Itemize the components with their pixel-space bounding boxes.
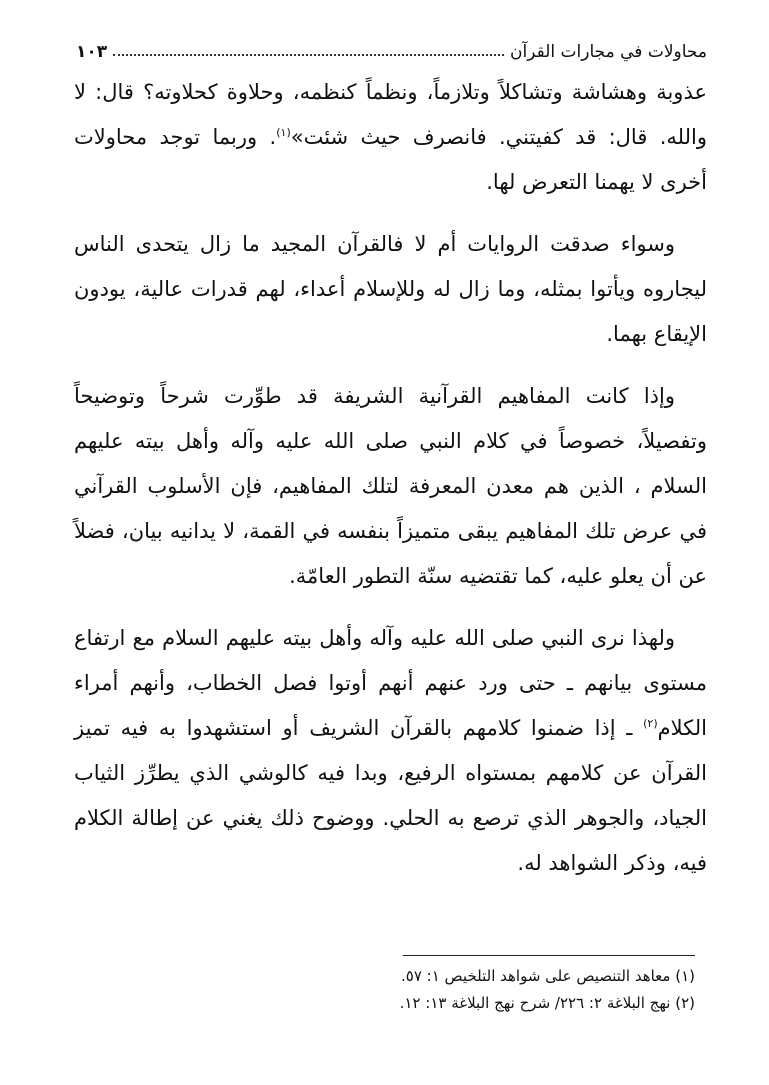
paragraph-3-text: وإذا كانت المفاهيم القرآنية الشريفة قد طوِّرت شرحاً وتوضيحاً وتفصيلاً، خصوصاً في كلام النبي صلى الله عليه وآله وأهل بيته عليهم السلام ، الذين هم معدن المعرفة لتلك المفاهيم، فإن الأسلوب القرآني في عرض تلك المفاهيم يبقى متميزاً بنفسه في القمة، لا يدانيه بيان، فضلاً عن أن يعلو عليه، كما تقتضيه سنّة التطور العامّة. [74,384,707,588]
footnotes [74,963,695,1017]
header-dot-leader [113,54,504,56]
footnote-ref-2: (٢) [643,717,658,730]
paragraph-4-text-after: ـ إذا ضمنوا كلامهم بالقرآن الشريف أو استشهدوا به فيه تميز القرآن عن كلامهم بمستواه الرفيع، وبدا فيه كالوشي الذي يطرِّز الثياب الجياد، والجوهر الذي ترصع به الحلي. ووضوح ذلك يغني عن إطالة الكلام فيه، وذكر الشواهد له. [74,716,707,875]
footnote-1: (١) معاهد التنصيص على شواهد التلخيص ١: ٥٧. [400,967,695,985]
paragraph-1-text-after: . وربما توجد محاولات أخرى لا يهمنا التعرض لها. [74,125,707,194]
footnote-ref-1: (١) [276,126,291,139]
paragraph-3 [74,374,707,599]
paragraph-4-text: ولهذا نرى النبي صلى الله عليه وآله وأهل بيته عليهم السلام مع ارتفاع مستوى بيانهم ـ حتى ورد عنهم أنهم أوتوا فصل الخطاب، وأنهم أمراء الكلام [74,626,707,740]
footnote-separator [403,955,695,956]
paragraph-2 [74,222,707,357]
paragraph-4 [74,616,707,886]
main-text [74,70,707,903]
page-header [76,28,707,62]
page-number: ١٠٣ [76,42,108,62]
paragraph-2-text: وسواء صدقت الروايات أم لا فالقرآن المجيد ما زال يتحدى الناس ليجاروه ويأتوا بمثله، وما زال له وللإسلام أعداء، لهم قدرات عالية، يودون الإيقاع بهما. [74,232,707,346]
running-title: محاولات في مجارات القرآن [510,42,707,62]
paragraph-1 [74,70,707,205]
footnote-2: (٢) نهج البلاغة ٢: ٢٢٦/ شرح نهج البلاغة ١٣: ١٢. [399,994,695,1012]
paragraph-1-text: عذوبة وهشاشة وتشاكلاً وتلازماً، ونظماً كنظمه، وحلاوة كحلاوته؟ قال: لا والله. قال: قد كفيتني. فانصرف حيث شئت» [74,80,707,149]
